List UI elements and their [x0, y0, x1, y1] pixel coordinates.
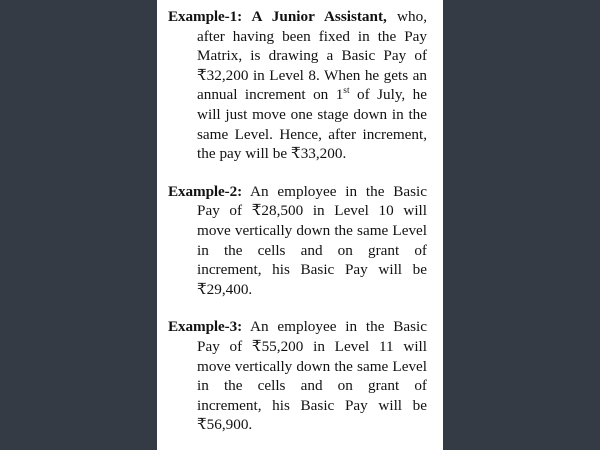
example-label: Example-3: — [168, 318, 243, 336]
left-letterbox-bar — [0, 0, 157, 450]
example-label: Example-2: — [168, 182, 243, 200]
example-body-text-part1: An employee in the Basic Pay of ₹28,500 in Level 10 will move vertically down the same Level in the cells and on grant of increment, his Basic Pay will be ₹29,400. — [197, 182, 427, 298]
document-content-column — [157, 0, 443, 450]
example-lead-bold-text: A Junior Assistant, — [242, 8, 387, 25]
example-paragraph — [168, 7, 427, 164]
example-label: Example-1: — [168, 8, 243, 25]
example-body-text-part2: of July, he will just move one stage down in the same Level. Hence, after increment, the pay will be ₹33,200. — [197, 86, 427, 163]
example-paragraph — [168, 182, 427, 300]
right-letterbox-bar — [443, 0, 600, 450]
example-body-text-part1: An employee in the Basic Pay of ₹55,200 in Level 11 will move vertically down the same Level in the cells and on grant of increment, his Basic Pay will be ₹56,900. — [197, 318, 427, 434]
example-paragraph — [168, 317, 427, 435]
example-body-text-part1: who, after having been fixed in the Pay Matrix, is drawing a Basic Pay of ₹32,200 in Level 8. When he gets an annual increment on 1 — [197, 8, 427, 104]
ordinal-superscript: st — [343, 86, 350, 97]
